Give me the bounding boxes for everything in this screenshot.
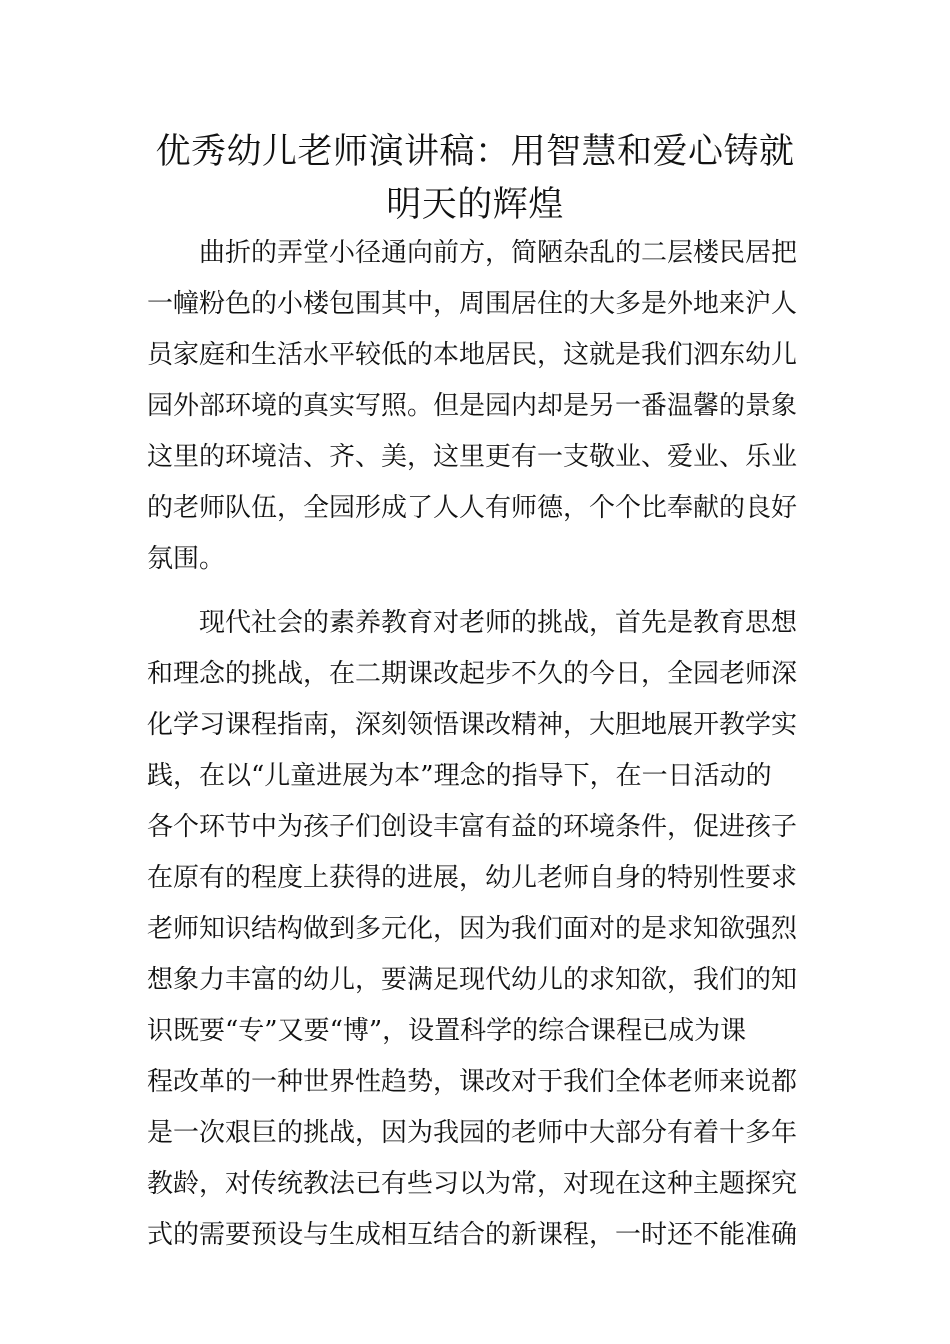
text-line: 程改革的一种世界性趋势，课改对于我们全体老师来说都 <box>147 1067 798 1097</box>
paragraph-1 <box>147 228 807 585</box>
text-line: 曲折的弄堂小径通向前方，简陋杂乱的二层楼民居把 <box>199 238 798 268</box>
text-line: 员家庭和生活水平较低的本地居民，这就是我们泗东幼儿 <box>147 340 798 370</box>
document-title <box>140 126 810 232</box>
text-line: 一幢粉色的小楼包围其中，周围居住的大多是外地来沪人 <box>147 289 798 319</box>
text-line: 园外部环境的真实写照。但是园内却是另一番温馨的景象 <box>147 391 798 421</box>
text-line: 教龄，对传统教法已有些习以为常，对现在这种主题探究 <box>147 1169 798 1199</box>
title-line: 优秀幼儿老师演讲稿：用智慧和爱心铸就 <box>155 132 795 172</box>
text-line: 各个环节中为孩子们创设丰富有益的环境条件，促进孩子 <box>147 812 798 842</box>
text-line: 践，在以“儿童进展为本”理念的指导下，在一日活动的 <box>147 761 772 791</box>
text-line: 在原有的程度上获得的进展，幼儿老师自身的特别性要求 <box>147 863 798 893</box>
text-line: 氛围。 <box>147 544 226 574</box>
text-line: 想象力丰富的幼儿，要满足现代幼儿的求知欲，我们的知 <box>147 965 798 995</box>
text-line: 和理念的挑战，在二期课改起步不久的今日，全园老师深 <box>147 659 798 689</box>
text-line: 化学习课程指南，深刻领悟课改精神，大胆地展开教学实 <box>147 710 798 740</box>
text-line: 式的需要预设与生成相互结合的新课程，一时还不能准确 <box>147 1220 798 1250</box>
text-line: 老师知识结构做到多元化，因为我们面对的是求知欲强烈 <box>147 914 798 944</box>
text-line: 现代社会的素养教育对老师的挑战，首先是教育思想 <box>199 608 798 638</box>
title-line: 明天的辉煌 <box>386 185 564 225</box>
paragraph-2 <box>147 598 807 1261</box>
text-line: 是一次艰巨的挑战，因为我园的老师中大部分有着十多年 <box>147 1118 798 1148</box>
document-body <box>147 228 807 1261</box>
text-line: 这里的环境洁、齐、美，这里更有一支敬业、爱业、乐业 <box>147 442 798 472</box>
text-line: 识既要“专”又要“博”，设置科学的综合课程已成为课 <box>147 1016 747 1046</box>
text-line: 的老师队伍，全园形成了人人有师德，个个比奉献的良好 <box>147 493 798 523</box>
